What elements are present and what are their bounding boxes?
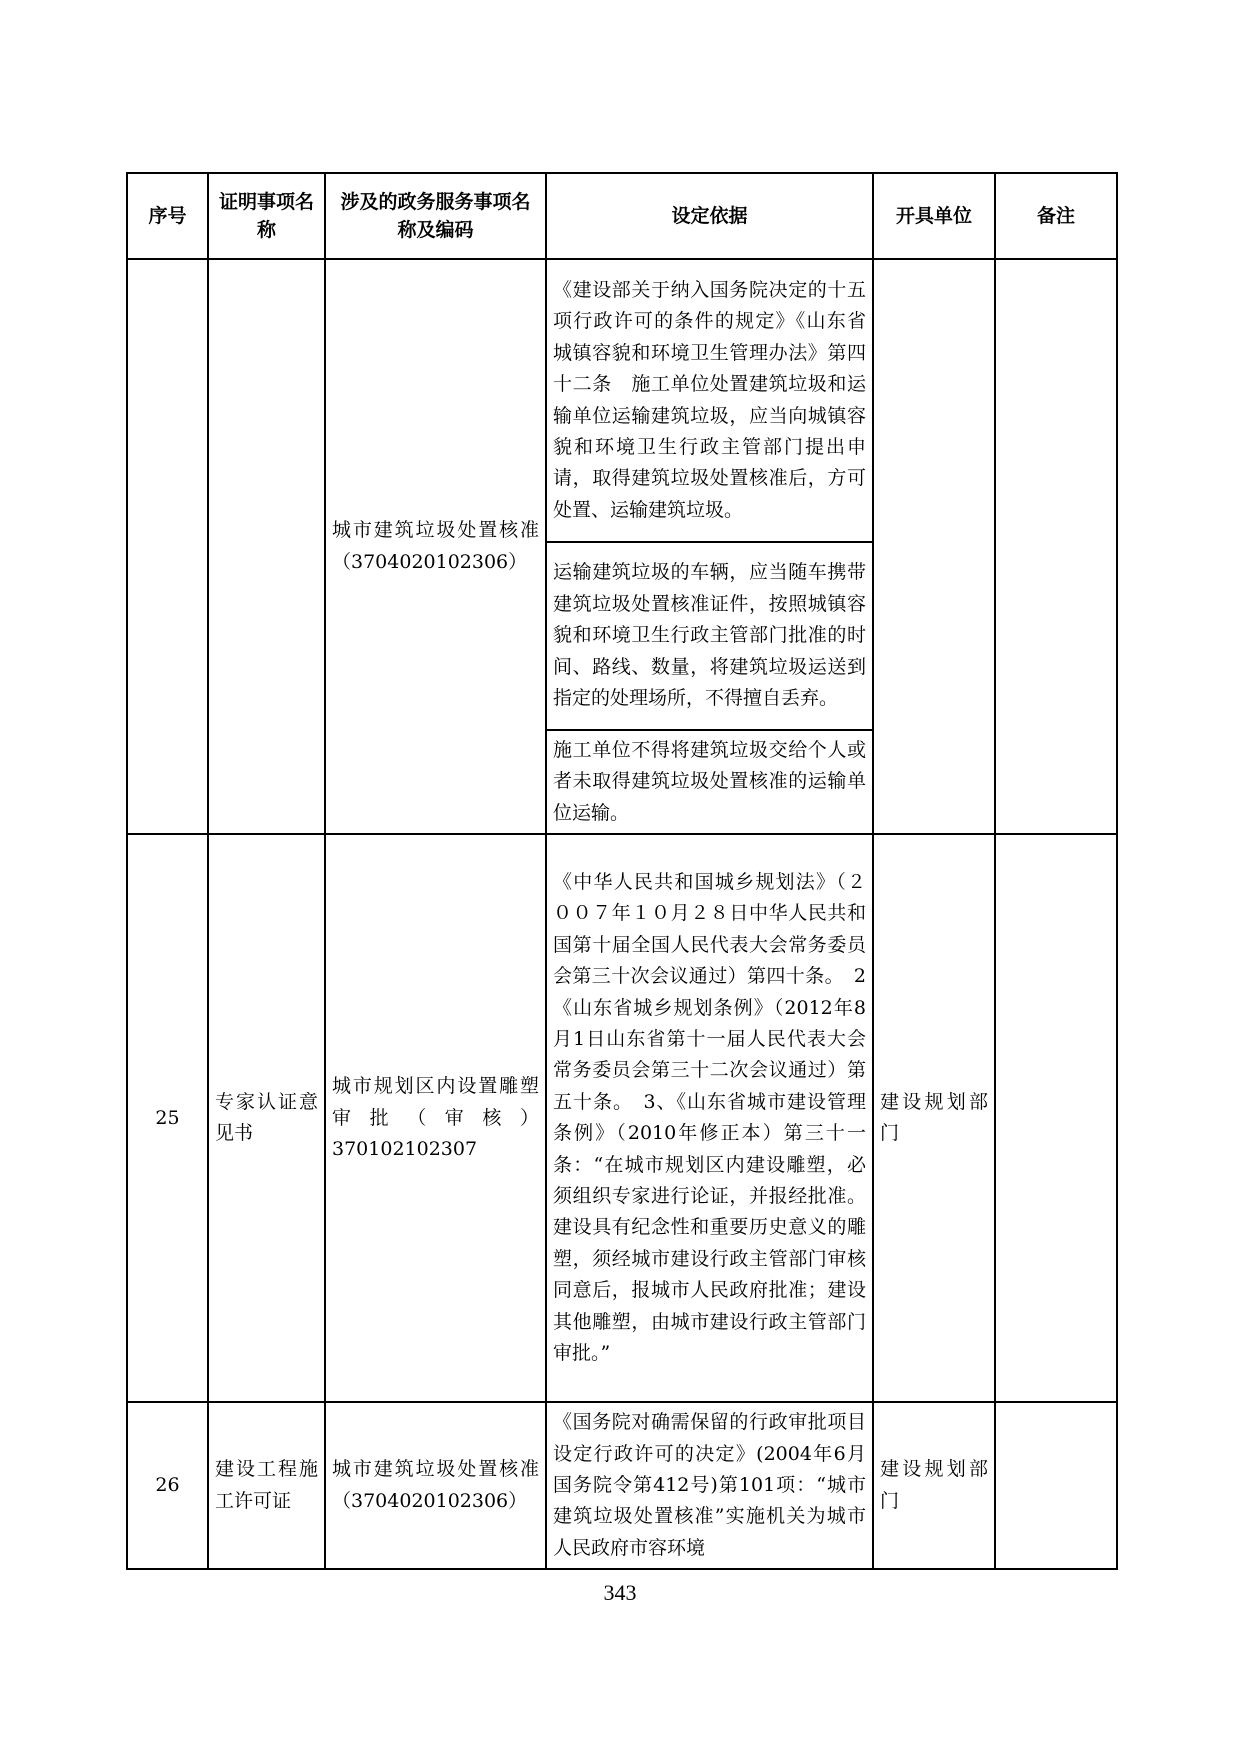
table-row (127, 834, 1117, 1402)
cell-seq: 25 (127, 834, 208, 1402)
cell-service-item: 城市规划区内设置雕塑审批（审核）370102102307 (325, 834, 546, 1402)
header-issuing-unit: 开具单位 (873, 173, 995, 259)
cell-remarks (995, 259, 1117, 834)
header-seq: 序号 (127, 173, 208, 259)
cell-seq: 26 (127, 1402, 208, 1569)
cell-cert-name (208, 259, 325, 834)
cell-cert-name: 专家认证意见书 (208, 834, 325, 1402)
header-service-item: 涉及的政务服务事项名称及编码 (325, 173, 546, 259)
header-remarks: 备注 (995, 173, 1117, 259)
table-row (127, 1402, 1117, 1569)
cell-cert-name: 建设工程施工许可证 (208, 1402, 325, 1569)
cell-issuing-unit: 建设规划部门 (873, 1402, 995, 1569)
page-number: 343 (603, 1580, 637, 1605)
cell-issuing-unit (873, 259, 995, 834)
cell-basis: 《建设部关于纳入国务院决定的十五项行政许可的条件的规定》《山东省城镇容貌和环境卫生管理办法》第四十二条 施工单位处置建筑垃圾和运输单位运输建筑垃圾，应当向城镇容貌和环境卫生行政主管部门提出申请，取得建筑垃圾处置核准后，方可处置、运输建筑垃圾。 (546, 259, 873, 542)
cell-service-item: 城市建筑垃圾处置核准（3704020102306） (325, 259, 546, 834)
cell-basis: 运输建筑垃圾的车辆，应当随车携带建筑垃圾处置核准证件，按照城镇容貌和环境卫生行政主管部门批准的时间、路线、数量，将建筑垃圾运送到指定的处理场所，不得擅自丢弃。 (546, 542, 873, 730)
cell-issuing-unit: 建设规划部门 (873, 834, 995, 1402)
cell-service-item: 城市建筑垃圾处置核准（3704020102306） (325, 1402, 546, 1569)
cell-basis: 《国务院对确需保留的行政审批项目设定行政许可的决定》(2004年6月国务院令第412号)第101项：“城市建筑垃圾处置核准”实施机关为城市人民政府市容环境 (546, 1402, 873, 1569)
table-header-row (127, 173, 1117, 259)
cell-basis: 施工单位不得将建筑垃圾交给个人或者未取得建筑垃圾处置核准的运输单位运输。 (546, 730, 873, 834)
cell-basis: 《中华人民共和国城乡规划法》（２００７年１０月２８日中华人民共和国第十届全国人民代表大会常务委员会第三十次会议通过）第四十条。 2《山东省城乡规划条例》（2012年8月1日山东省第十一届人民代表大会常务委员会第三十二次会议通过）第五十条。 3、《山东省城市建设管理条例》（2010年修正本）第三十一条：“在城市规划区内建设雕塑，必须组织专家进行论证，并报经批准。建设具有纪念性和重要历史意义的雕塑，须经城市建设行政主管部门审核同意后，报城市人民政府批准；建设其他雕塑，由城市建设行政主管部门审批。” (546, 834, 873, 1402)
cell-seq (127, 259, 208, 834)
cell-remarks (995, 834, 1117, 1402)
certificate-items-table (126, 172, 1118, 1570)
cell-remarks (995, 1402, 1117, 1569)
header-cert-name: 证明事项名称 (208, 173, 325, 259)
header-basis: 设定依据 (546, 173, 873, 259)
table-row (127, 259, 1117, 542)
